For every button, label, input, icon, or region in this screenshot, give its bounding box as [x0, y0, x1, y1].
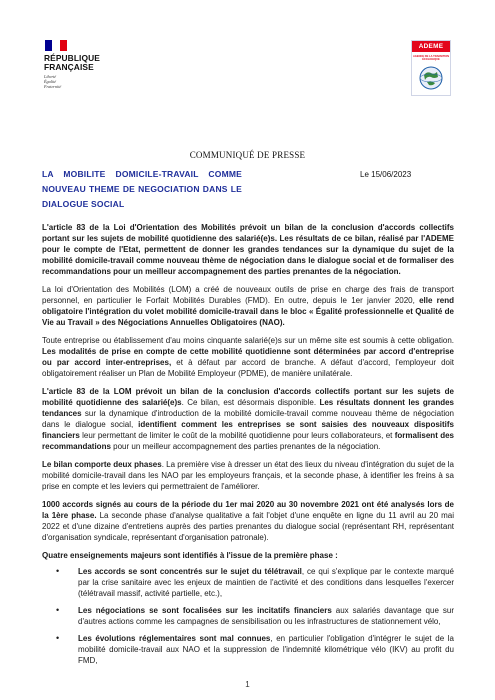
republique-francaise-logo [44, 40, 124, 89]
ademe-logo [411, 40, 451, 96]
list-item: • Les accords se sont concentrés sur le sujet du télétravail, ce qui s'explique par le contexte marqué par la crise sanitaire avec les enjeux de maintien de l'activité et des conditions dans lesquelles l'exercer (télétravail massif, activité partielle, etc.), [42, 566, 454, 599]
page-number: 1 [245, 680, 250, 689]
ademe-globe-icon [418, 65, 444, 91]
document-header [44, 40, 451, 112]
paragraph-lom: La loi d'Orientation des Mobilités (LOM) a créé de nouveaux outils de prise en charge des frais de transport personnel, en particulier le Forfait Mobilités Durables (FMD). En outre, depuis le 1er janvier 2020, elle rend obligatoire l'intégration du volet mobilité domicile-travail dans le bloc « Égalité professionnelle et Qualité de Vie au Travail » des Négociations Annuelles Obligatoires (NAO). [42, 285, 454, 327]
flag-blue-band [45, 40, 52, 51]
findings-list [42, 566, 454, 666]
rf-name: RÉPUBLIQUE FRANÇAISE [44, 53, 100, 72]
document-title: LA MOBILITE DOMICILE-TRAVAIL COMME NOUVEAU THEME DE NEGOCIATION DANS LE DIALOGUE SOCIAL [42, 169, 242, 209]
list-item: • Les négociations se sont focalisées sur les incitatifs financiers aux salariés davantage que sur d'autres actions comme les campagnes de sensibilisation ou les infrastructures de stationnement vélo, [42, 605, 454, 627]
marianne-flag-icon [45, 40, 67, 51]
paragraph-enseignements: Quatre enseignements majeurs sont identifiés à l'issue de la première phase : [42, 551, 338, 560]
intro-paragraph: L'article 83 de la Loi d'Orientation des Mobilités prévoit un bilan de la conclusion d'accords collectifs portant sur les sujets de mobilité quotidienne des salarié(e)s. Les résultats de ce bilan, réalisé par l'ADEME pour le compte de l'Etat, permettent de donner les grandes tendances sur la dynamique du sujet de la mobilité domicile-travail comme nouveau thème de négociation dans le dialogue social et de formaliser des recommandations pour un meilleur accompagnement des parties prenantes de la négociation. [42, 223, 454, 276]
paragraph-accords: 1000 accords signés au cours de la période du 1er mai 2020 au 30 novembre 2021 ont été analysés lors de la 1ère phase. La seconde phase d'analyse qualitative a fait l'objet d'une enquête en ligne du 11 avril au 20 mai 2022 et d'une dizaine d'entretiens auprès des parties prenantes du dialogue social (représentant RH, représentant d'organisation syndicale, représentant d'organisation patronale). [42, 500, 454, 542]
paragraph-phases: Le bilan comporte deux phases. La première vise à dresser un état des lieux du niveau d'intégration du sujet de la mobilité domicile-travail dans les NAO par les employeurs français, et la seconde phase, à identifier les freins à sa prise en compte et les leviers qui permettraient de l'améliorer. [42, 460, 454, 491]
document-body [42, 222, 454, 672]
ademe-tagline: AGENCE DE LA TRANSITION ÉCOLOGIQUE [412, 55, 450, 61]
paragraph-bilan: L'article 83 de la LOM prévoit un bilan de la conclusion d'accords collectifs portant sur les sujets de mobilité quotidienne des salarié(e)s. Ce bilan, est désormais disponible. Les résultats donnent les grandes tendances sur la dynamique d'introduction de la mobilité domicile-travail comme nouveau thème de négociation dans le dialogue social, identifient comment les entreprises se sont saisies des nouveaux dispositifs financiers leur permettant de limiter le coût de la mobilité quotidienne pour leurs collaborateurs, et formalisent des recommandations pour un meilleur accompagnement des parties prenantes de la négociation. [42, 387, 455, 451]
press-release-heading: COMMUNIQUÉ DE PRESSE [189, 150, 306, 160]
list-item: • Les évolutions réglementaires sont mal connues, en particulier l'obligation d'intégrer le sujet de la mobilité domicile-travail aux NAO et la suppression de l'indemnité kilométrique vélo (IKV) au profit du FMD, [42, 633, 454, 666]
paragraph-obligation: Toute entreprise ou établissement d'au moins cinquante salarié(e)s sur un même site est soumis à cette obligation. Les modalités de prise en compte de cette mobilité quotidienne sont déterminées par accord d'entreprise ou par accord inter-entreprises, et à défaut par accord de branche. A défaut d'accord, l'employeur doit obligatoirement réaliser un Plan de Mobilité Employeur (PDME), de manière unilatérale. [42, 336, 454, 378]
flag-red-band [60, 40, 67, 51]
ademe-name: ADEME [412, 41, 450, 52]
document-date: Le 15/06/2023 [360, 170, 412, 179]
flag-white-band [52, 40, 59, 51]
rf-motto: Liberté Égalité Fraternité [44, 74, 62, 89]
